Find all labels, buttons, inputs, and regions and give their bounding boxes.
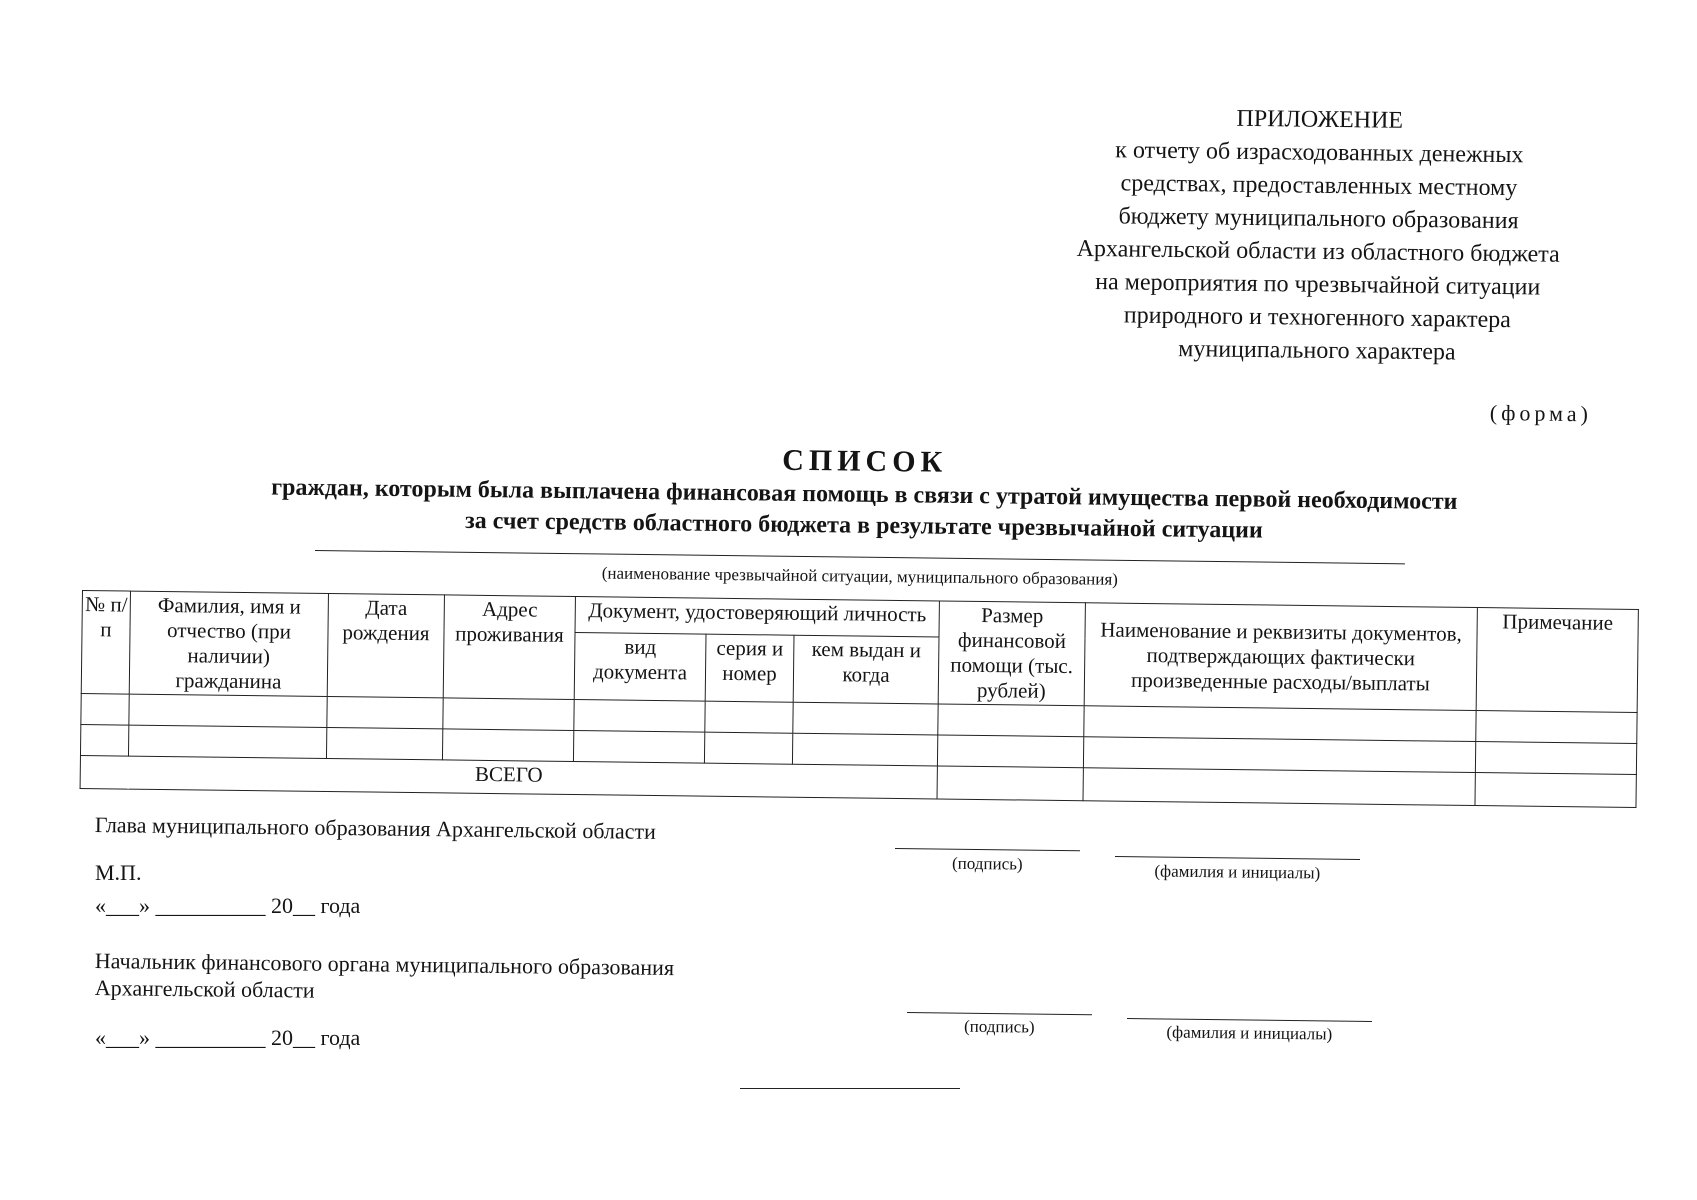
table-cell[interactable] [1083,737,1475,773]
head-sign-caption: (подпись) [951,853,1023,874]
table-cell[interactable] [792,733,937,766]
header-doc-issued: кем выдан и когда [793,635,939,704]
finance-name-caption: (фамилия и инициалы) [1166,1022,1333,1044]
total-label: ВСЕГО [80,755,937,798]
form-label: (форма) [1489,400,1593,427]
table-cell[interactable] [442,729,573,762]
table-cell[interactable] [573,731,704,764]
finance-sign-line[interactable] [907,1012,1092,1015]
finance-date[interactable]: «___» __________ 20__ года [95,1025,361,1050]
total-docs-cell[interactable] [1083,768,1475,806]
table-cell[interactable] [80,724,128,756]
finance-title-line2: Архангельской области [94,975,315,1003]
appendix-line: средствах, предоставленных местному [1120,170,1518,202]
total-note-cell[interactable] [1475,773,1636,808]
title-block [149,435,1580,550]
table-cell[interactable] [81,693,129,725]
table-cell[interactable] [1476,711,1637,744]
header-document: Документ, удостоверяющий личность [575,597,939,637]
appendix-line: природного и техногенного характера [1123,302,1512,334]
head-title: Глава муниципального образования Архангельской области [94,812,656,844]
header-name: Фамилия, имя и отчество (при наличии) гражданина [129,591,328,696]
head-name-caption: (фамилия и инициалы) [1154,861,1321,883]
appendix-line: к отчету об израсходованных денежных [1115,137,1524,169]
appendix-line: муниципального характера [1178,336,1456,366]
stamp-label: М.П. [95,860,142,885]
finance-sign-caption: (подпись) [963,1016,1035,1037]
citizens-table-wrap [80,590,1639,808]
finance-name-line[interactable] [1127,1018,1372,1022]
head-sign-line[interactable] [895,848,1080,851]
table-cell[interactable] [1084,706,1476,742]
appendix-line: на мероприятия по чрезвычайной ситуации [1095,269,1541,301]
document-subtitle-1: граждан, которым была выплачена финансовая помощь в связи с утратой имущества первой необходимости [271,474,1458,515]
total-amount-cell[interactable] [937,766,1083,801]
citizens-table [80,590,1639,808]
header-doc-series: серия и номер [705,634,794,702]
header-num: № п/п [81,591,130,695]
table-cell[interactable] [574,700,705,733]
appendix-line: бюджету муниципального образования [1118,203,1519,235]
header-docs: Наименование и реквизиты документов, подтверждающих фактически произведенные расходы/выплаты [1084,603,1477,711]
table-cell[interactable] [1475,742,1636,775]
table-cell[interactable] [937,735,1083,768]
head-name-line[interactable] [1115,856,1360,860]
header-birth: Дата рождения [327,594,444,698]
appendix-block [1007,100,1630,372]
header-doc-type: вид документа [574,632,706,701]
table-cell[interactable] [129,694,327,727]
header-note: Примечание [1476,608,1638,713]
table-cell[interactable] [938,704,1084,737]
appendix-title: ПРИЛОЖЕНИЕ [1236,105,1404,134]
finance-title-line1: Начальник финансового органа муниципального образования [94,948,675,981]
table-cell[interactable] [326,728,442,760]
table-cell[interactable] [443,698,574,731]
document-title: СПИСОК [781,443,948,479]
table-cell[interactable] [793,702,938,735]
bottom-divider [740,1088,960,1089]
situation-name-caption: (наименование чрезвычайной ситуации, муниципального образования) [601,563,1119,589]
table-cell[interactable] [705,701,793,733]
table-cell[interactable] [327,697,443,729]
header-address: Адрес проживания [443,595,575,700]
document-subtitle-2: за счет средств областного бюджета в результате чрезвычайной ситуации [464,507,1263,544]
table-cell[interactable] [704,732,792,764]
table-cell[interactable] [128,725,326,758]
appendix-line: Архангельской области из областного бюджета [1076,235,1560,268]
head-date[interactable]: «___» __________ 20__ года [95,893,361,918]
header-amount: Размер финансовой помощи (тыс. рублей) [938,601,1085,706]
